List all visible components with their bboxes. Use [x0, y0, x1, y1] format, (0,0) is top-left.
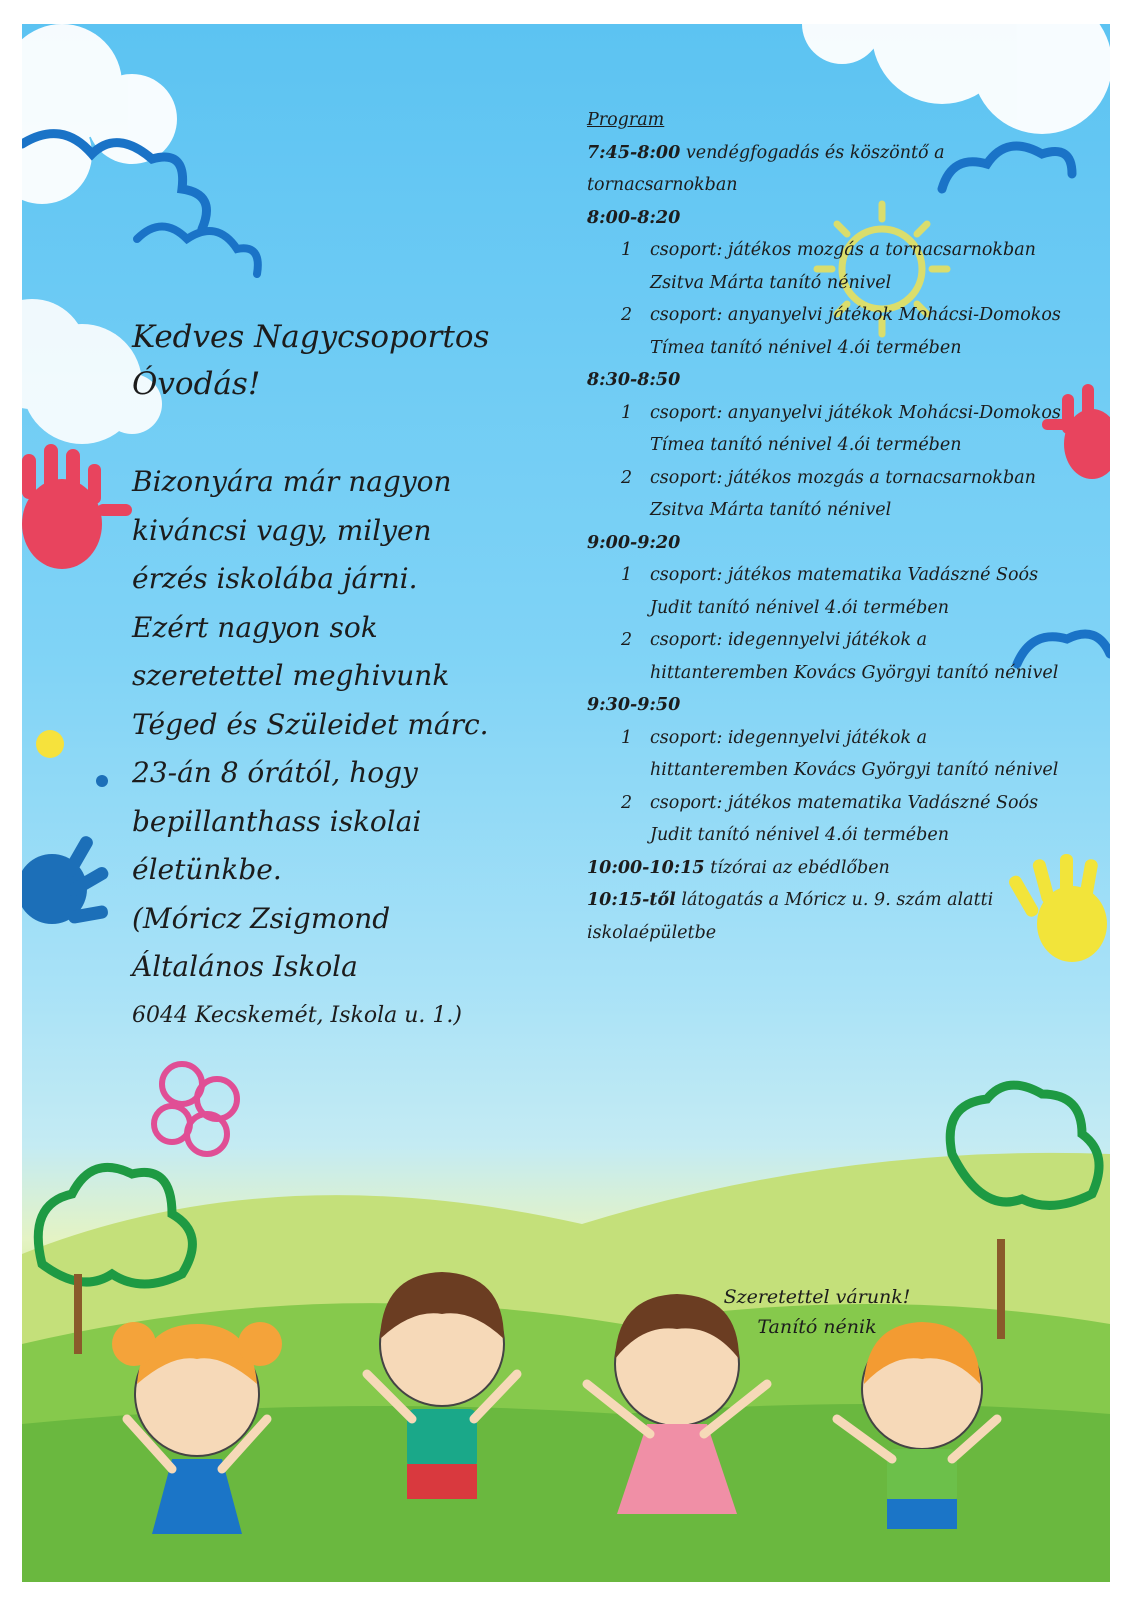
item-text: csoport: idegennyelvi játékok a hittanteremben Kovács Györgyi tanító nénivel: [650, 630, 1059, 683]
item-number: 1: [621, 402, 633, 423]
body-line: Általános Iskola: [132, 950, 358, 983]
program-intro: [587, 137, 1067, 202]
invitation-sheet: [22, 24, 1110, 1582]
item-text: csoport: játékos matematika Vadászné Soós Judit tanító nénivel 4.ói termében: [650, 565, 1039, 618]
body-line: kiváncsi vagy, milyen: [132, 513, 432, 547]
slot-item: [587, 299, 1067, 364]
body-line: Ezért nagyon sok: [132, 610, 378, 644]
slot-time: 8:00-8:20: [587, 207, 681, 228]
extra-time: 10:00-10:15: [587, 857, 705, 878]
body-line: 23-án 8 órától, hogy: [132, 756, 418, 789]
item-number: 2: [621, 630, 633, 650]
extra-text: tízórai az ebédlőben: [710, 857, 890, 878]
item-text: csoport: anyanyelvi játékok Mohácsi-Domokos Tímea tanító nénivel 4.ói termében: [650, 305, 1061, 358]
slot-item: [587, 624, 1067, 689]
closing: [672, 1282, 962, 1342]
program-schedule: [587, 104, 1067, 949]
yellow-dot-icon: [36, 730, 64, 758]
item-text: csoport: játékos mozgás a tornacsarnokban Zsitva Márta tanító nénivel: [650, 240, 1036, 293]
extra-time: 10:15-től: [587, 890, 676, 910]
body-line: Bizonyára már nagyon: [132, 465, 452, 498]
slot-item: [587, 722, 1067, 787]
intro-text: vendégfogadás és köszöntő a tornacsarnokban: [587, 142, 945, 195]
program-heading: Program: [587, 110, 665, 130]
slot-item: [587, 787, 1067, 852]
item-number: 2: [621, 305, 633, 325]
closing-line: Szeretettel várunk!: [723, 1286, 911, 1308]
intro-time: 7:45-8:00: [587, 142, 681, 163]
slot-item: [587, 234, 1067, 299]
extra-entry: [587, 852, 1067, 885]
extra-entry: [587, 884, 1067, 949]
blue-hand-print-icon: [22, 834, 111, 924]
closing-signature: Tanító nénik: [757, 1316, 877, 1338]
item-number: 1: [621, 727, 633, 748]
slot-item: [587, 397, 1067, 462]
item-text: csoport: anyanyelvi játékok Mohácsi-Domokos Tímea tanító nénivel 4.ói termében: [650, 402, 1061, 455]
blue-dot-icon: [96, 775, 108, 787]
item-text: csoport: játékos mozgás a tornacsarnokban Zsitva Márta tanító nénivel: [650, 467, 1036, 520]
slot-item: [587, 462, 1067, 527]
body-line: (Móricz Zsigmond: [132, 901, 391, 935]
greeting-line: Óvodás!: [132, 366, 261, 402]
flower-icon: [154, 1064, 237, 1154]
item-text: csoport: játékos matematika Vadászné Soós Judit tanító nénivel 4.ói termében: [650, 792, 1039, 845]
item-number: 2: [621, 792, 633, 813]
address-line: 6044 Kecskemét, Iskola u. 1.): [132, 1002, 462, 1028]
slot-item: [587, 559, 1067, 624]
cloud-outline-icon-2: [137, 227, 258, 275]
body-line: életünkbe.: [132, 853, 282, 886]
item-number: 1: [621, 240, 633, 260]
item-text: csoport: idegennyelvi játékok a hittanteremben Kovács Györgyi tanító nénivel: [650, 727, 1059, 780]
body-line: érzés iskolába járni.: [132, 562, 418, 595]
invitation-body: [132, 458, 572, 1040]
body-line: bepillanthass iskolai: [132, 804, 422, 838]
slot-time: 9:30-9:50: [587, 695, 681, 715]
item-number: 1: [621, 565, 633, 585]
greeting: [132, 314, 552, 408]
red-hand-print-icon: [22, 444, 132, 569]
greeting-line: Kedves Nagycsoportos: [132, 319, 490, 355]
slot-time: 8:30-8:50: [587, 370, 681, 390]
item-number: 2: [621, 467, 633, 488]
body-line: Téged és Szüleidet márc.: [132, 707, 489, 741]
slot-time: 9:00-9:20: [587, 532, 681, 553]
extra-text: látogatás a Móricz u. 9. szám alatti iskolaépületbe: [587, 890, 994, 943]
cloud-top-left: [22, 24, 177, 204]
body-line: szeretettel meghivunk: [132, 659, 450, 692]
